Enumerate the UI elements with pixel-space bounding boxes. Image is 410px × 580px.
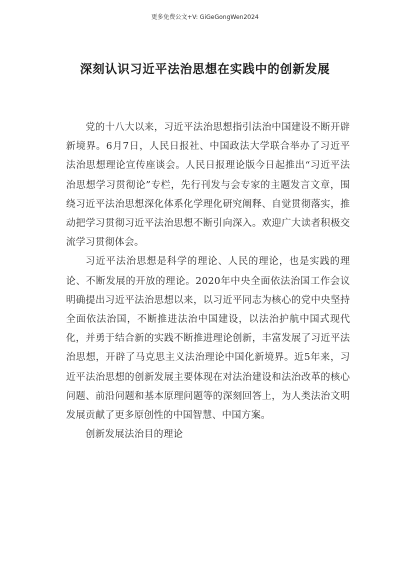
section-heading: 创新发展法治目的理论 <box>85 429 183 441</box>
paragraph-2: 习近平法治思想是科学的理论、人民的理论，也是实践的理论、不断发展的开放的理论。2020年中央全面依法治国工作会议明确提出习近平法治思想以来，以习近平同志为核心的党中央坚持全面依法治国，不断推进法治中国建设，以法治护航中国式现代化，并勇于结合新的实践不断推进理论创新，丰富发展了习近平法治思想，开辟了马克思主义法治理论中国化新境界。近5年来，习近平法治思想的创新发展主要体现在对法治建设和法治改革的核心问题、前沿问题和基本原理问题等的深刻回答上，为人类法治文明发展贡献了更多原创性的中国智慧、中国方案。 <box>66 256 350 422</box>
document-title: 深刻认识习近平法治思想在实践中的创新发展 <box>79 62 330 76</box>
paragraph-1: 党的十八大以来，习近平法治思想指引法治中国建设不断开辟新境界。6月7日，人民日报社、中国政法大学联合举办了习近平法治思想理论宣传座谈会。人民日报理论版今日起推出“习近平法治思想学习贯彻论”专栏，先行刊发与会专家的主题发言文章，围绕习近平法治思想深化体系化学理化研究阐释、自觉贯彻落实，推动把学习贯彻习近平法治思想不断引向深入。欢迎广大读者积极交流学习贯彻体会。 <box>66 122 350 249</box>
header-note: 更多免费公文+V: GiGeGongWen2024 <box>151 14 259 21</box>
document-body <box>66 118 350 444</box>
